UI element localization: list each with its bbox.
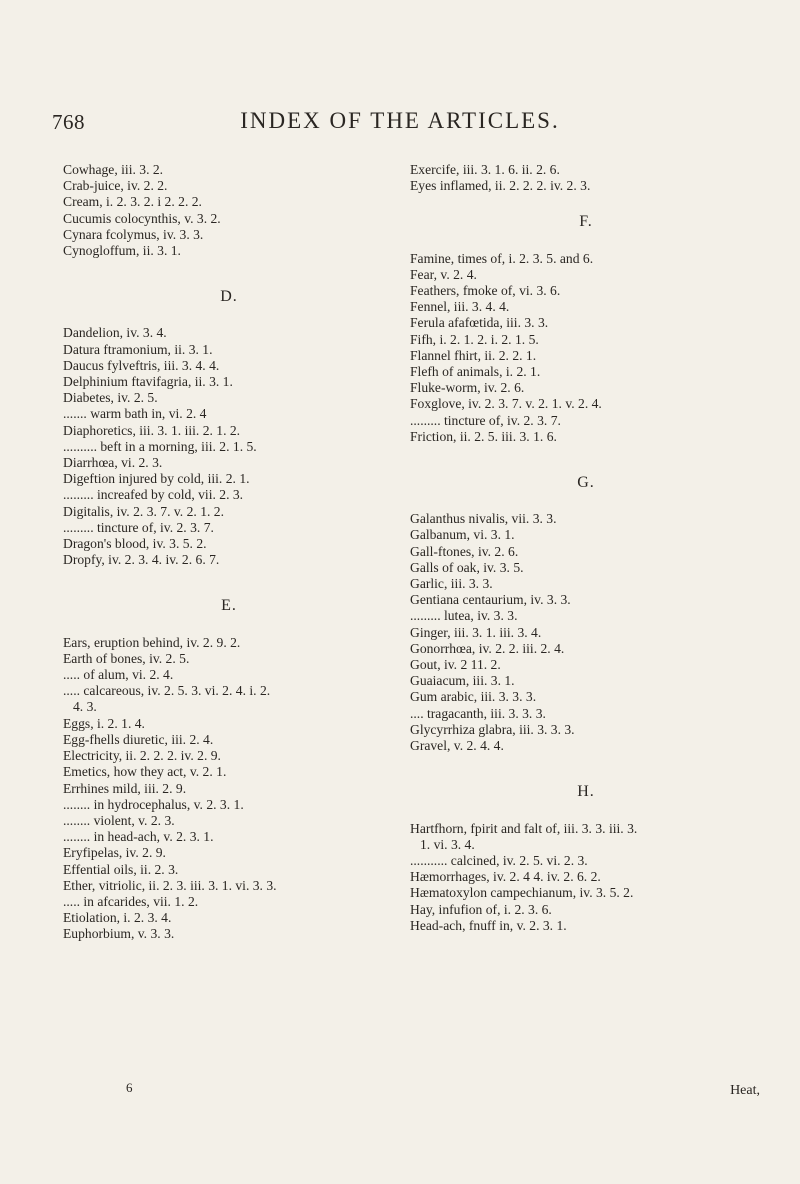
catchword: Heat, <box>730 1083 760 1098</box>
index-entry: Gout, iv. 2 11. 2. <box>410 657 501 673</box>
index-entry: Ferula afafœtida, iii. 3. 3. <box>410 315 549 331</box>
index-entry: Diabetes, iv. 2. 5. <box>63 390 158 406</box>
index-entry: Hartfhorn, fpirit and falt of, iii. 3. 3. iii. 3. <box>410 820 638 836</box>
signature-mark: 6 <box>126 1080 133 1095</box>
index-entry: Gum arabic, iii. 3. 3. 3. <box>410 689 537 705</box>
index-entry: Ether, vitriolic, ii. 2. 3. iii. 3. 1. vi. 3. 3. <box>63 877 277 893</box>
index-entry: Gall-ftones, iv. 2. 6. <box>410 543 519 559</box>
index-entry: Effential oils, ii. 2. 3. <box>63 861 179 877</box>
right-column <box>410 162 762 934</box>
index-entry: Fear, v. 2. 4. <box>410 266 477 282</box>
index-entry: Garlic, iii. 3. 3. <box>410 576 493 592</box>
index-entry: ........ violent, v. 2. 3. <box>63 812 175 828</box>
index-entry: ......... tincture of, iv. 2. 3. 7. <box>63 519 214 535</box>
index-entry: Flannel fhirt, ii. 2. 2. 1. <box>410 347 537 363</box>
section-heading: D. <box>220 288 238 306</box>
index-entry: Hæmorrhages, iv. 2. 4 4. iv. 2. 6. 2. <box>410 869 601 885</box>
index-entry: Ginger, iii. 3. 1. iii. 3. 4. <box>410 624 542 640</box>
index-entry: Delphinium ftavifagria, ii. 3. 1. <box>63 374 233 390</box>
section-heading: G. <box>577 474 595 492</box>
index-entry: Fluke-worm, iv. 2. 6. <box>410 380 525 396</box>
index-entry: Famine, times of, i. 2. 3. 5. and 6. <box>410 250 594 266</box>
index-entry: Electricity, ii. 2. 2. 2. iv. 2. 9. <box>63 748 221 764</box>
index-entry: Fennel, iii. 3. 4. 4. <box>410 299 510 315</box>
index-entry: Cucumis colocynthis, v. 3. 2. <box>63 210 221 226</box>
page-number: 768 <box>52 110 85 134</box>
index-entry: Diaphoretics, iii. 3. 1. iii. 2. 1. 2. <box>63 422 241 438</box>
section-heading: E. <box>221 597 237 615</box>
index-entry: .... tragacanth, iii. 3. 3. 3. <box>410 705 546 721</box>
index-entry: ........ in hydrocephalus, v. 2. 3. 1. <box>63 796 244 812</box>
index-entry: Cynogloffum, ii. 3. 1. <box>63 243 181 259</box>
index-entry: Galls of oak, iv. 3. 5. <box>410 559 524 575</box>
index-entry: Daucus fylveftris, iii. 3. 4. 4. <box>63 357 220 373</box>
index-entry: ........... calcined, iv. 2. 5. vi. 2. 3. <box>410 852 588 868</box>
index-entry: Exercife, iii. 3. 1. 6. ii. 2. 6. <box>410 162 560 177</box>
index-entry: Head-ach, fnuff in, v. 2. 3. 1. <box>410 917 567 933</box>
index-entry: Etiolation, i. 2. 3. 4. <box>63 910 172 926</box>
index-entry: Datura ftramonium, ii. 3. 1. <box>63 341 213 357</box>
index-entry: Feathers, fmoke of, vi. 3. 6. <box>410 283 561 299</box>
index-entry: Dandelion, iv. 3. 4. <box>63 325 167 341</box>
index-entry: Gentiana centaurium, iv. 3. 3. <box>410 592 571 608</box>
index-entry: ......... tincture of, iv. 2. 3. 7. <box>410 412 561 428</box>
index-entry: Hay, infufion of, i. 2. 3. 6. <box>410 901 552 917</box>
index-entry: Glycyrrhiza glabra, iii. 3. 3. 3. <box>410 721 575 737</box>
index-entry: Digeftion injured by cold, iii. 2. 1. <box>63 471 250 487</box>
index-entry: Eryfipelas, iv. 2. 9. <box>63 845 166 861</box>
index-entry: ....... warm bath in, vi. 2. 4 <box>63 406 207 422</box>
index-entry: Earth of bones, iv. 2. 5. <box>63 650 190 666</box>
index-entry: Foxglove, iv. 2. 3. 7. v. 2. 1. v. 2. 4. <box>410 396 602 412</box>
index-entry: Emetics, how they act, v. 2. 1. <box>63 764 227 780</box>
section-heading: H. <box>577 783 595 801</box>
index-entry: 1. vi. 3. 4. <box>420 836 475 852</box>
index-entry: Eyes inflamed, ii. 2. 2. 2. iv. 2. 3. <box>410 178 591 194</box>
index-entry: Egg-fhells diuretic, iii. 2. 4. <box>63 731 214 747</box>
index-entry: ..... in afcarides, vii. 1. 2. <box>63 893 199 909</box>
index-entry: Crab-juice, iv. 2. 2. <box>63 178 168 194</box>
index-entry: Diarrhœa, vi. 2. 3. <box>63 455 163 471</box>
index-entry: Eggs, i. 2. 1. 4. <box>63 715 145 731</box>
index-entry: Hæmatoxylon campechianum, iv. 3. 5. 2. <box>410 885 634 901</box>
page-title: INDEX OF THE ARTICLES. <box>240 108 560 133</box>
index-entry: Galanthus nivalis, vii. 3. 3. <box>410 511 557 527</box>
index-entry: Digitalis, iv. 2. 3. 7. v. 2. 1. 2. <box>63 503 224 519</box>
index-entry: Galbanum, vi. 3. 1. <box>410 527 515 543</box>
index-entry: Euphorbium, v. 3. 3. <box>63 926 175 942</box>
index-entry: Flefh of animals, i. 2. 1. <box>410 364 541 380</box>
index-entry: ........ in head-ach, v. 2. 3. 1. <box>63 829 214 845</box>
index-entry: Gonorrhœa, iv. 2. 2. iii. 2. 4. <box>410 640 565 656</box>
index-entry: Cowhage, iii. 3. 2. <box>63 162 164 177</box>
index-entry: Ears, eruption behind, iv. 2. 9. 2. <box>63 634 241 650</box>
section-heading: F. <box>579 213 593 231</box>
index-entry: 4. 3. <box>73 699 97 715</box>
index-entry: Cynara fcolymus, iv. 3. 3. <box>63 226 204 242</box>
index-entry: .......... beft in a morning, iii. 2. 1. 5. <box>63 438 257 454</box>
index-entry: ..... calcareous, iv. 2. 5. 3. vi. 2. 4. i. 2. <box>63 683 271 699</box>
index-entry: ......... increafed by cold, vii. 2. 3. <box>63 487 244 503</box>
index-entry: ..... of alum, vi. 2. 4. <box>63 667 174 683</box>
index-entry: Guaiacum, iii. 3. 1. <box>410 673 515 689</box>
left-column <box>63 162 395 943</box>
index-entry: Friction, ii. 2. 5. iii. 3. 1. 6. <box>410 428 557 444</box>
index-entry: Fifh, i. 2. 1. 2. i. 2. 1. 5. <box>410 331 539 347</box>
index-entry: Gravel, v. 2. 4. 4. <box>410 738 504 754</box>
index-entry: Cream, i. 2. 3. 2. i 2. 2. 2. <box>63 194 202 210</box>
index-entry: Dropfy, iv. 2. 3. 4. iv. 2. 6. 7. <box>63 552 220 568</box>
index-entry: Dragon's blood, iv. 3. 5. 2. <box>63 536 207 552</box>
index-entry: ......... lutea, iv. 3. 3. <box>410 608 518 624</box>
index-entry: Errhines mild, iii. 2. 9. <box>63 780 187 796</box>
